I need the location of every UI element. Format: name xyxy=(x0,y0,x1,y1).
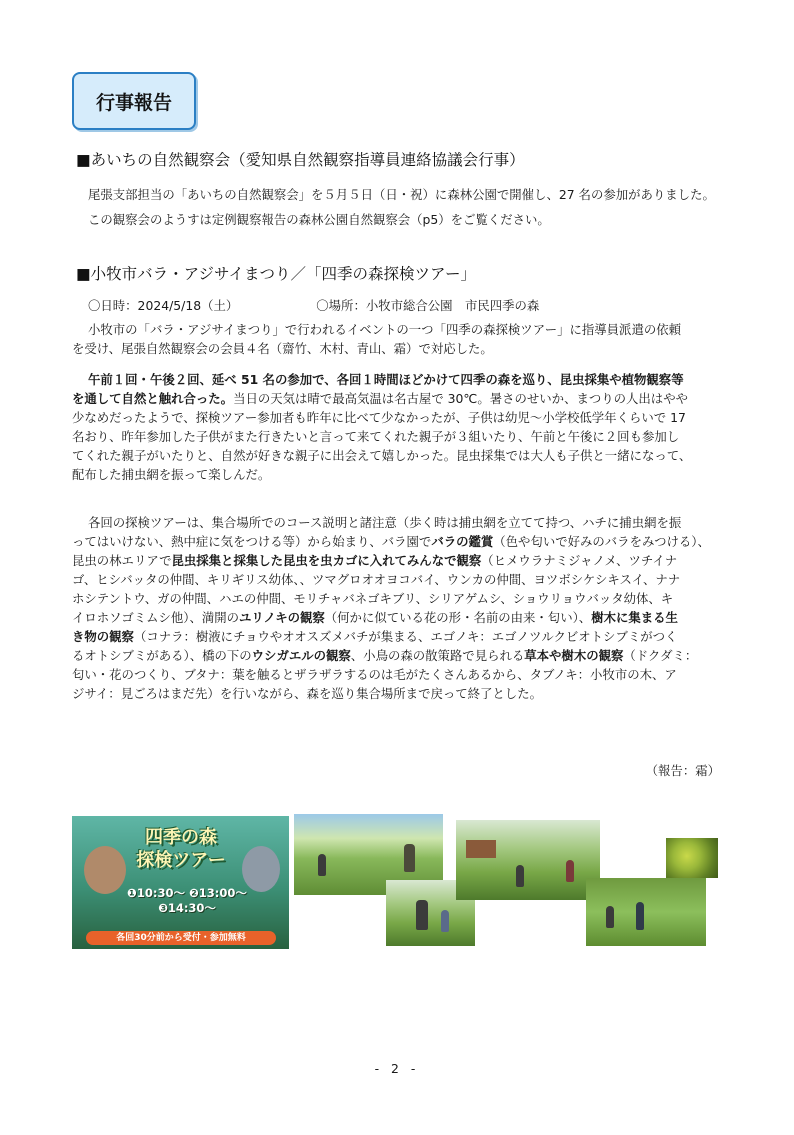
person-figure xyxy=(636,902,644,930)
shelter-roof xyxy=(466,840,496,858)
text-span: （ドクダミ： xyxy=(623,648,698,663)
text-span: 、小鳥の森の散策路で見られる xyxy=(350,648,525,663)
photo-tulip-tree-flower xyxy=(666,838,718,878)
poster-times xyxy=(112,886,262,916)
text-span: ってはいけない、熱中症に気をつける等）から始まり、バラ園で xyxy=(72,534,432,549)
info-line xyxy=(72,296,728,315)
paragraph-aichi xyxy=(72,185,728,229)
text-line xyxy=(72,646,728,665)
poster-band: 各回30分前から受付・参加無料 xyxy=(86,931,276,945)
person-figure xyxy=(416,900,428,930)
text-line-bold: 午前１回・午後２回、延べ 51 名の参加で、各回１時間ほどかけて四季の森を巡り、昆虫採集や植物観察等 xyxy=(88,372,684,387)
paragraph-request xyxy=(72,320,728,358)
section-tag: 行事報告 xyxy=(72,72,196,130)
text-line: 少なめだったようで、探検ツアー参加者も昨年に比べて少なかったが、子供は幼児～小学校低学年くらいで 17 xyxy=(72,410,686,425)
person-figure xyxy=(566,860,574,882)
heading-aichi-observation: ■あいちの自然観察会（愛知県自然観察指導員連絡協議会行事） xyxy=(76,151,525,169)
text-line: 尾張支部担当の「あいちの自然観察会」を５月５日（日・祝）に森林公園で開催し、27 名の参加がありました。 xyxy=(88,187,715,202)
poster-time-line: ❶10:30～ ❷13:00～ xyxy=(127,886,247,900)
report-credit: （報告：霜） xyxy=(645,763,720,778)
photo-forest-group xyxy=(586,878,706,946)
event-date: 〇日時：2024/5/18（土） xyxy=(88,298,239,313)
text-span: （コナラ：樹液にチョウやオオスズメバチが集まる、エゴノキ：エゴノツルクビオトシブミがつく xyxy=(133,629,678,644)
text-line: を受け、尾張自然観察会の会員４名（齋竹、木村、青山、霜）で対応した。 xyxy=(72,341,493,356)
text-line: 配布した捕虫網を振って楽しんだ。 xyxy=(72,467,271,482)
bold-text: 樹木に集まる生 xyxy=(591,610,678,625)
bold-text: 草本や樹木の観察 xyxy=(524,648,624,663)
text-span: るオトシブミがある）、橋の下の xyxy=(72,648,252,663)
text-line: ゴ、ヒシバッタの仲間、キリギリス幼体、、ツマグロオオヨコバイ、ウンカの仲間、ヨツボシケシキスイ、ナナ xyxy=(72,572,681,587)
poster-time-line: ❸14:30～ xyxy=(158,901,216,915)
text-line xyxy=(72,551,728,570)
text-line: 各回の探検ツアーは、集合場所でのコース説明と諸注意（歩く時は捕虫網を立てて持つ、ハチに捕虫網を振 xyxy=(88,515,682,530)
text-span: （何かに似ている花の形・名前の由来・匂い）、 xyxy=(324,610,592,625)
page-number: - 2 - xyxy=(374,1061,420,1076)
photo-hillside xyxy=(456,820,600,900)
text-line: この観察会のようすは定例観察報告の森林公園自然観察会（p5）をご覧ください。 xyxy=(88,212,550,227)
text-span: 昆虫の林エリアで xyxy=(72,553,172,568)
text-line xyxy=(72,627,728,646)
paragraph-summary xyxy=(72,370,728,484)
heading-komaki-event: ■小牧市バラ・アジサイまつり／「四季の森探検ツアー」 xyxy=(76,265,476,283)
text-span: （色や匂いで好みのバラをみつける）、 xyxy=(493,534,710,549)
bold-text: バラの鑑賞 xyxy=(431,534,494,549)
text-span: （ヒメウラナミジャノメ、ツチイナ xyxy=(481,553,678,568)
person-figure xyxy=(606,906,614,928)
text-span: イロホソゴミムシ他）、満開の xyxy=(72,610,240,625)
person-figure xyxy=(441,910,449,932)
text-line: 匂い・花のつくり、ブタナ：葉を触るとザラザラするのは毛がたくさんあるから、タブノキ：小牧市の木、ア xyxy=(72,667,677,682)
text-line xyxy=(72,532,728,551)
bold-text: を通して自然と触れ合った。 xyxy=(72,391,234,406)
bold-text: き物の観察 xyxy=(72,629,134,644)
bold-text: ウシガエルの観察 xyxy=(251,648,351,663)
person-figure xyxy=(404,844,415,872)
poster-title-line: 四季の森 xyxy=(145,827,217,848)
text-line: てくれた親子がいたりと、自然が好きな親子に出会えて嬉しかった。昆虫採集では大人も子供と一緒になって、 xyxy=(72,448,692,463)
text-line xyxy=(72,389,728,408)
poster-title xyxy=(122,826,240,872)
bold-text: ユリノキの観察 xyxy=(239,610,325,625)
text-line: 名おり、昨年参加した子供がまた行きたいと言って来てくれた親子が３組いたり、午前と午後に２回も参加し xyxy=(72,429,680,444)
event-info xyxy=(72,296,728,315)
paragraph-tour-details xyxy=(72,513,728,703)
event-place: 〇場所：小牧市総合公園 市民四季の森 xyxy=(316,298,540,313)
poster-title-line: 探検ツアー xyxy=(136,850,226,871)
person-figure xyxy=(516,865,524,887)
person-figure xyxy=(318,854,326,876)
bold-text: 昆虫採集と採集した昆虫を虫カゴに入れてみんなで観察 xyxy=(171,553,482,568)
text-line: ホシテントウ、ガの仲間、ハエの仲間、モリチャバネゴキブリ、シリアゲムシ、ショウリョウバッタ幼体、キ xyxy=(72,591,674,606)
text-line xyxy=(72,608,728,627)
text-line: 小牧市の「バラ・アジサイまつり」で行われるイベントの一つ「四季の森探検ツアー」に指導員派遣の依頼 xyxy=(88,322,682,337)
text-span: 当日の天気は晴で最高気温は名古屋で 30℃。暑さのせいか、まつりの人出はやや xyxy=(233,391,688,406)
text-line: ジサイ：見ごろはまだ先）を行いながら、森を巡り集合場所まで戻って終了とした。 xyxy=(72,686,542,701)
event-poster-image xyxy=(72,816,289,949)
